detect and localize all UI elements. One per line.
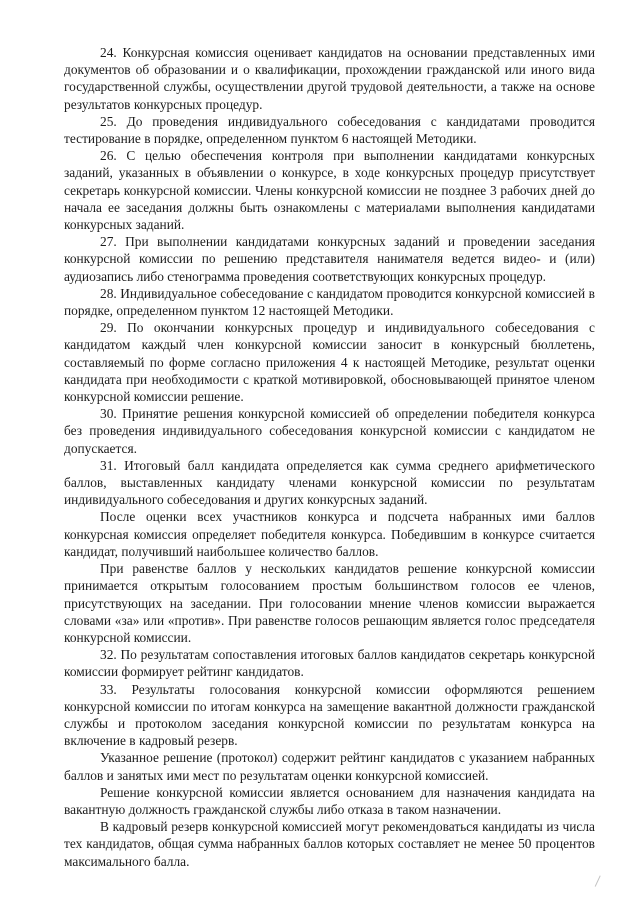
paragraph-33: 33. Результаты голосования конкурсной комиссии оформляются решением конкурсной комиссии по итогам конкурса на замещение вакантной должности гражданской службы и протоколом заседания конкурсной комиссии по результатам конкурса на включение в кадровый резерв. xyxy=(64,681,595,749)
paragraph-31-tie: При равенстве баллов у нескольких кандидатов решение конкурсной комиссии принимается открытым голосованием простым большинством голосов ее членов, присутствующих на заседании. При голосовании мнение членов комиссии выражается словами «за» или «против». При равенстве голосов решающим является голос председателя конкурсной комиссии. xyxy=(64,561,595,645)
document-page xyxy=(64,44,595,870)
paragraph-30: 30. Принятие решения конкурсной комиссией об определении победителя конкурса без проведения индивидуального собеседования конкурсной комиссии с кандидатом не допускается. xyxy=(64,406,595,456)
paragraph-25: 25. До проведения индивидуального собеседования с кандидатами проводится тестирование в порядке, определенном пунктом 6 настоящей Методики. xyxy=(64,113,595,147)
paragraph-31: 31. Итоговый балл кандидата определяется как сумма среднего арифметического баллов, выставленных кандидату членами конкурсной комиссии по результатам индивидуального собеседования и других конкурсных заданий. xyxy=(64,457,595,508)
paragraph-29: 29. По окончании конкурсных процедур и индивидуального собеседования с кандидатом каждый член конкурсной комиссии заносит в конкурсный бюллетень, составляемый по форме согласно приложения 4 к настоящей Методике, результат оценки кандидата при необходимости с краткой мотивировкой, обосновывающей принятое членом конкурсной комиссии решение. xyxy=(64,320,595,405)
paragraph-32: 32. По результатам сопоставления итоговых баллов кандидатов секретарь конкурсной комиссии формирует рейтинг кандидатов. xyxy=(64,647,595,680)
paragraph-31-winner: После оценки всех участников конкурса и подсчета набранных ими баллов конкурсная комиссия определяет победителя конкурса. Победившим в конкурсе считается кандидат, получивший наибольшее количество баллов. xyxy=(64,509,595,559)
paragraph-33-protocol: Указанное решение (протокол) содержит рейтинг кандидатов с указанием набранных баллов и занятых ими мест по результатам оценки конкурсной комиссией. xyxy=(64,750,595,783)
paragraph-33-reserve: В кадровый резерв конкурсной комиссией могут рекомендоваться кандидаты из числа тех кандидатов, общая сумма набранных баллов которых составляет не менее 50 процентов максимального балла. xyxy=(64,819,595,869)
paragraph-28: 28. Индивидуальное собеседование с кандидатом проводится конкурсной комиссией в порядке, определенном пунктом 12 настоящей Методики. xyxy=(64,285,595,319)
scan-mark xyxy=(595,876,605,889)
paragraph-33-decision: Решение конкурсной комиссии является основанием для назначения кандидата на вакантную должность гражданской службы либо отказа в таком назначении. xyxy=(64,784,595,817)
paragraph-24: 24. Конкурсная комиссия оценивает кандидатов на основании представленных ими документов об образовании и о квалификации, прохождении гражданской или иного вида государственной службы, осуществлении другой трудовой деятельности, а также на основе результатов конкурсных процедур. xyxy=(64,45,595,112)
paragraph-26: 26. С целью обеспечения контроля при выполнении кандидатами конкурсных заданий, указанных в объявлении о конкурсе, в ходе конкурсных процедур присутствует секретарь конкурсной комиссии. Члены конкурсной комиссии не позднее 3 рабочих дней до начала ее заседания должны быть ознакомлены с материалами выполнения кандидатами конкурсных заданий. xyxy=(64,148,595,233)
paragraph-27: 27. При выполнении кандидатами конкурсных заданий и проведении заседания конкурсной комиссии по решению представителя нанимателя ведется видео- и (или) аудиозапись либо стенограмма проведения соответствующих конкурсных процедур. xyxy=(64,234,595,284)
